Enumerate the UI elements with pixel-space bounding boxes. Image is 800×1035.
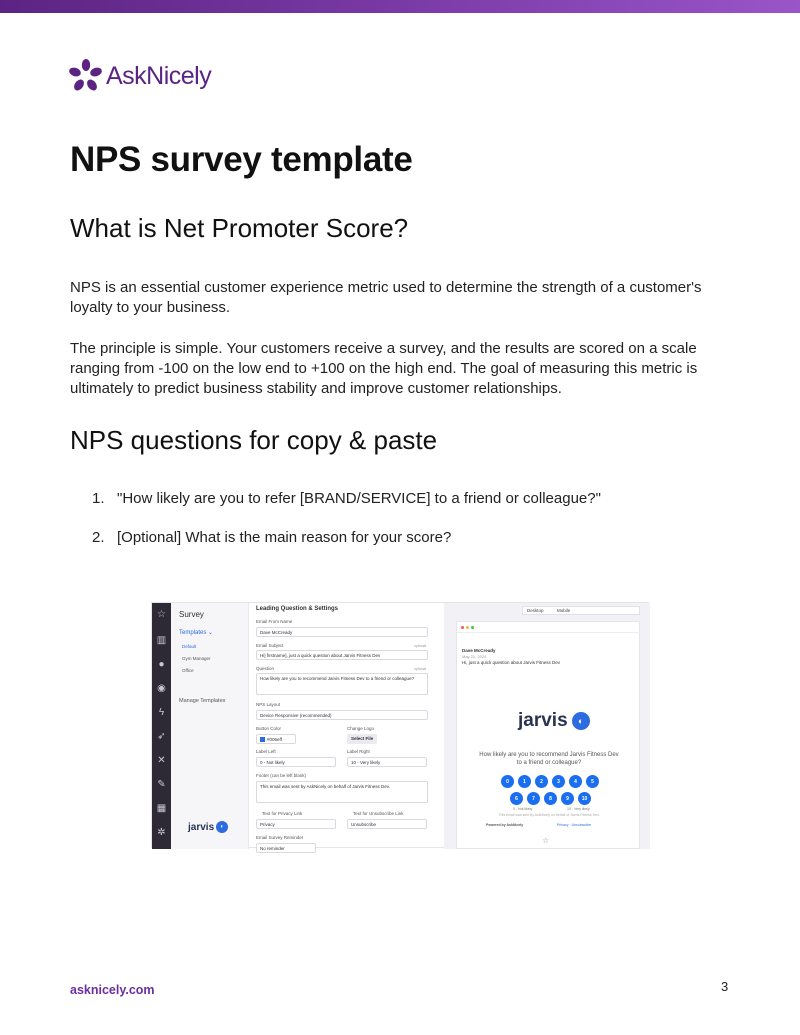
field-label: Text for Unsubscribe Link xyxy=(353,811,404,816)
calendar-icon: ▦ xyxy=(156,803,167,814)
footer-url[interactable]: asknicely.com xyxy=(70,983,155,997)
score-button: 3 xyxy=(552,775,565,788)
top-accent-bar xyxy=(0,0,800,13)
close-dot xyxy=(461,626,464,629)
send-icon: ➶ xyxy=(157,731,166,742)
tab-mobile: Mobile xyxy=(557,608,571,613)
field-label: Footer (can be left blank) xyxy=(256,773,307,778)
field-label: Email From Name xyxy=(256,619,293,624)
preview-sender: Dave McCready xyxy=(462,648,496,653)
wrench-icon: ✎ xyxy=(157,779,166,790)
reminder-select: No reminder xyxy=(256,843,316,853)
optional-tag: optional xyxy=(414,667,427,671)
survey-editor-screenshot xyxy=(151,602,649,851)
score-button: 4 xyxy=(569,775,582,788)
maximize-dot xyxy=(471,626,474,629)
label-left-field: 0 - Not likely xyxy=(256,757,336,767)
survey-nav xyxy=(171,603,249,849)
paragraph-principle: The principle is simple. Your customers receive a survey, and the results are scored on a scale ranging from -100 on the low end to +100 on the high end. The goal of measuring this metric is ultimately to predict business stability and improve customer relationships. xyxy=(70,340,698,397)
window-divider xyxy=(457,632,641,633)
jarvis-badge-icon: ◐ xyxy=(572,712,590,730)
field-label: Email Subject xyxy=(256,643,284,648)
scale-label-right: 10 - Very likely xyxy=(567,807,590,811)
email-subject-field: Hi] firstname], just a quick question about Jarvis Fitness Dev xyxy=(256,650,428,660)
score-button: 7 xyxy=(527,792,540,805)
list-item xyxy=(92,528,732,548)
brand-name: AskNicely xyxy=(106,61,212,90)
score-button: 8 xyxy=(544,792,557,805)
preview-footer: This email was sent by AskNicely on behalf of Jarvis Fitness Dev. xyxy=(498,813,600,817)
score-button: 5 xyxy=(586,775,599,788)
preview-links: Privacy · Unsubscribe xyxy=(557,823,592,827)
footer-field: This email was sent by AskNicely on behalf of Jarvis Fitness Dev. xyxy=(256,781,428,803)
section-heading-nps: What is Net Promoter Score? xyxy=(70,213,409,243)
score-button: 9 xyxy=(561,792,574,805)
score-button: 10 xyxy=(578,792,591,805)
layout-select: Device Responsive (recommended) xyxy=(256,710,428,720)
minimize-dot xyxy=(466,626,469,629)
score-button: 2 xyxy=(535,775,548,788)
window-dots xyxy=(461,626,474,629)
list-number: 2. xyxy=(92,529,105,546)
templates-dropdown: Templates ⌄ xyxy=(179,630,214,636)
unsubscribe-field: Unsubscribe xyxy=(347,819,427,829)
manage-templates-link: Manage Templates xyxy=(179,698,226,704)
jarvis-badge-icon: ◐ xyxy=(216,821,228,833)
field-label: Text for Privacy Link xyxy=(262,811,303,816)
preview-jarvis-logo xyxy=(518,710,590,732)
privacy-field: Privacy xyxy=(256,819,336,829)
score-row-bottom xyxy=(510,792,591,805)
field-label: Button Color xyxy=(256,726,282,731)
asknicely-logo xyxy=(68,58,211,94)
field-label: Question xyxy=(256,666,275,671)
scale-label-left: 0 - Not likely xyxy=(513,807,533,811)
asknicely-flower-icon xyxy=(68,58,104,94)
preview-question: How likely are you to recommend Jarvis Fitness Dev to a friend or colleague? xyxy=(479,752,619,766)
preview-card xyxy=(456,621,640,849)
question-field: How likely are you to recommend Jarvis Fitness Dev to a friend or colleague? xyxy=(256,673,428,695)
jarvis-wordmark: jarvis xyxy=(518,710,568,731)
jarvis-logo xyxy=(188,821,228,833)
paragraph-definition: NPS is an essential customer experience metric used to determine the strength of a customer's loyalty to your business. xyxy=(70,279,702,316)
email-from-field: Dave McCready xyxy=(256,627,428,637)
field-label: Email Survey Reminder xyxy=(256,835,304,840)
label-right-field: 10 - Very likely xyxy=(347,757,427,767)
star-icon: ☆ xyxy=(542,836,550,845)
score-button: 1 xyxy=(518,775,531,788)
jarvis-wordmark: jarvis xyxy=(188,821,215,833)
template-item: Office xyxy=(182,668,194,673)
survey-nav-title: Survey xyxy=(179,610,204,619)
button-color-field xyxy=(256,734,296,744)
optional-tag: optional xyxy=(414,644,427,648)
powered-by: Powered by AskNicely xyxy=(486,823,524,827)
score-button: 0 xyxy=(501,775,514,788)
star-icon: ☆ xyxy=(157,609,166,620)
section-heading-questions: NPS questions for copy & paste xyxy=(70,425,438,455)
form-heading: Leading Question & Settings xyxy=(256,606,339,612)
score-row-top xyxy=(501,775,599,788)
chat-icon: ● xyxy=(158,659,165,670)
template-item: Gym Manager xyxy=(182,656,211,661)
list-item xyxy=(92,489,732,509)
field-label: Change Logo xyxy=(347,726,375,731)
question-list xyxy=(92,489,732,567)
gear-icon: ✲ xyxy=(157,827,166,838)
score-button: 6 xyxy=(510,792,523,805)
page-title: NPS survey template xyxy=(70,140,413,179)
field-label: Label Right xyxy=(347,749,370,754)
email-preview xyxy=(444,603,650,849)
field-label: Label Left xyxy=(256,749,276,754)
template-item: Default xyxy=(182,644,197,649)
question-text: [Optional] What is the main reason for your score? xyxy=(117,529,452,546)
select-file-button: Select File xyxy=(347,734,377,744)
chart-icon: ▥ xyxy=(156,635,167,646)
page-number: 3 xyxy=(721,979,729,994)
preview-tabs xyxy=(522,606,640,615)
tab-desktop: Desktop xyxy=(527,608,544,613)
preview-date: May 21, 2024 xyxy=(462,654,487,659)
bolt-icon: ϟ xyxy=(158,707,165,718)
question-text: "How likely are you to refer [BRAND/SERVICE] to a friend or colleague?" xyxy=(117,490,601,507)
tools-icon: ✕ xyxy=(157,755,166,766)
color-value: #006eff xyxy=(267,737,282,742)
preview-greeting: Hi, just a quick question about Jarvis Fitness Dev xyxy=(462,660,561,665)
color-swatch xyxy=(260,737,265,742)
list-number: 1. xyxy=(92,490,105,507)
field-label: NPS Layout xyxy=(256,702,281,707)
user-icon: ◉ xyxy=(157,683,166,694)
app-icon-rail xyxy=(152,603,171,849)
settings-form xyxy=(252,603,432,849)
